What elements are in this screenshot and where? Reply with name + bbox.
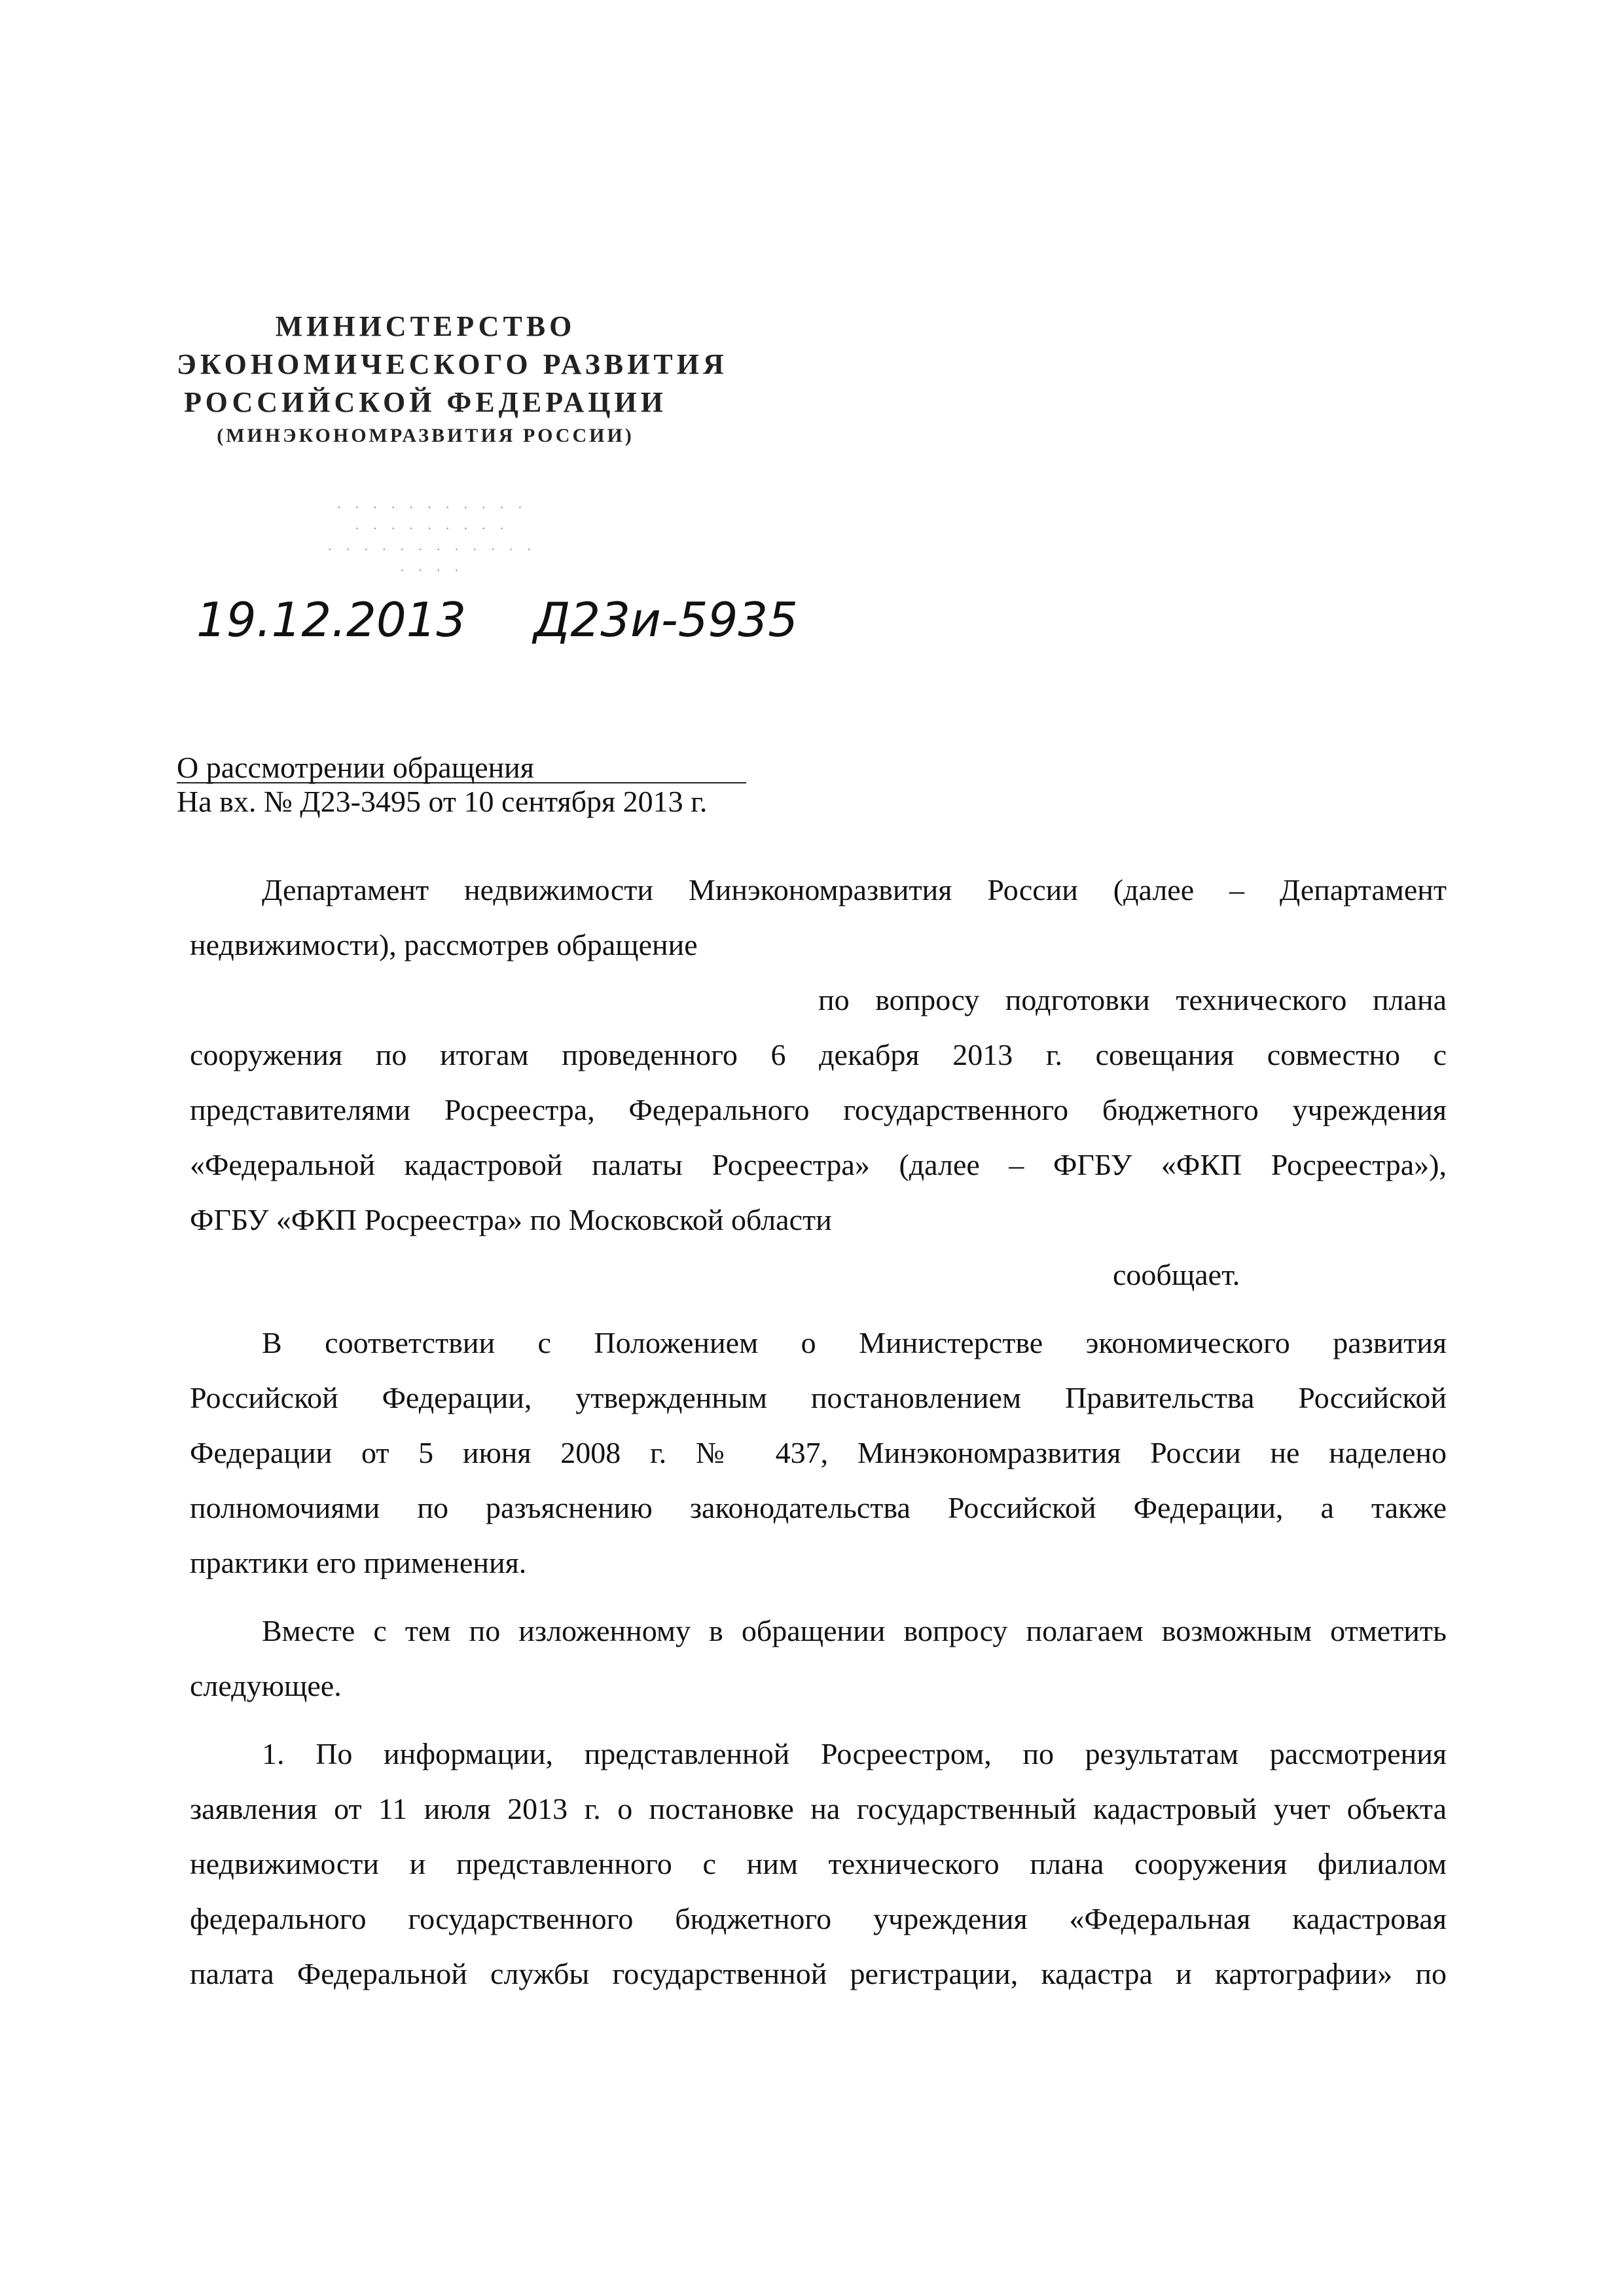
body-line: палата Федеральной службы государственной регистрации, кадастра и картографии» по — [190, 1957, 1447, 1990]
subject-line-2: На вх. № Д23-3495 от 10 сентября 2013 г. — [177, 785, 708, 818]
body-line: «Федеральной кадастровой палаты Росреестра» (далее – ФГБУ «ФКП Росреестра»), — [190, 1148, 1447, 1181]
body-line: федерального государственного бюджетного учреждения «Федеральная кадастровая — [190, 1902, 1447, 1935]
letterhead-line: РОССИЙСКОЙ ФЕДЕРАЦИИ — [184, 386, 667, 418]
handwritten-number: Д23и-5935 — [533, 592, 799, 647]
body-line: полномочиями по разъяснению законодательства Российской Федерации, а также — [190, 1491, 1447, 1524]
letterhead — [177, 308, 728, 450]
body-line: сообщает. — [1113, 1258, 1240, 1291]
body-line: недвижимости и представленного с ним технического плана сооружения филиалом — [190, 1847, 1447, 1880]
letterhead-abbrev: (МИНЭКОНОМРАЗВИТИЯ РОССИИ) — [217, 425, 634, 446]
body-line: сооружения по итогам проведенного 6 декабря 2013 г. совещания совместно с — [190, 1038, 1447, 1071]
body-line: по вопросу подготовки технического плана — [818, 983, 1447, 1016]
subject-block — [177, 749, 805, 820]
body-line: 1. По информации, представленной Росреестром, по результатам рассмотрения — [262, 1737, 1447, 1770]
subject-line-1: О рассмотрении обращения — [177, 751, 534, 784]
handwritten-date: 19.12.2013 — [196, 592, 467, 647]
body-line: Российской Федерации, утвержденным постановлением Правительства Российской — [190, 1381, 1447, 1414]
body-line: заявления от 11 июля 2013 г. о постановке на государственный кадастровый учет объекта — [190, 1792, 1447, 1825]
body-line: Вместе с тем по изложенному в обращении вопросу полагаем возможным отметить — [262, 1614, 1447, 1647]
body-line: практики его применения. — [190, 1546, 527, 1579]
body-line: представителями Росреестра, Федерального государственного бюджетного учреждения — [190, 1093, 1447, 1126]
body-line: ФГБУ «ФКП Росреестра» по Московской области — [190, 1203, 832, 1236]
body-line: Федерации от 5 июня 2008 г. № 437, Минэкономразвития России не наделено — [190, 1436, 1447, 1469]
letterhead-line: ЭКОНОМИЧЕСКОГО РАЗВИТИЯ — [177, 348, 728, 380]
body-line: Департамент недвижимости Минэкономразвития России (далее – Департамент — [262, 873, 1447, 906]
body-line: следующее. — [190, 1669, 342, 1702]
letter-body — [190, 863, 1447, 2001]
letterhead-line: МИНИСТЕРСТВО — [275, 310, 576, 342]
handwritten-registration — [196, 592, 798, 647]
body-line: В соответствии с Положением о Министерстве экономического развития — [262, 1326, 1447, 1359]
body-line: недвижимости), рассмотрев обращение — [190, 928, 698, 961]
letterhead-address-faded: · · · · · · · · · · · · · · · · · · · · · · · · · · · · · · · · · · · · — [327, 501, 537, 578]
